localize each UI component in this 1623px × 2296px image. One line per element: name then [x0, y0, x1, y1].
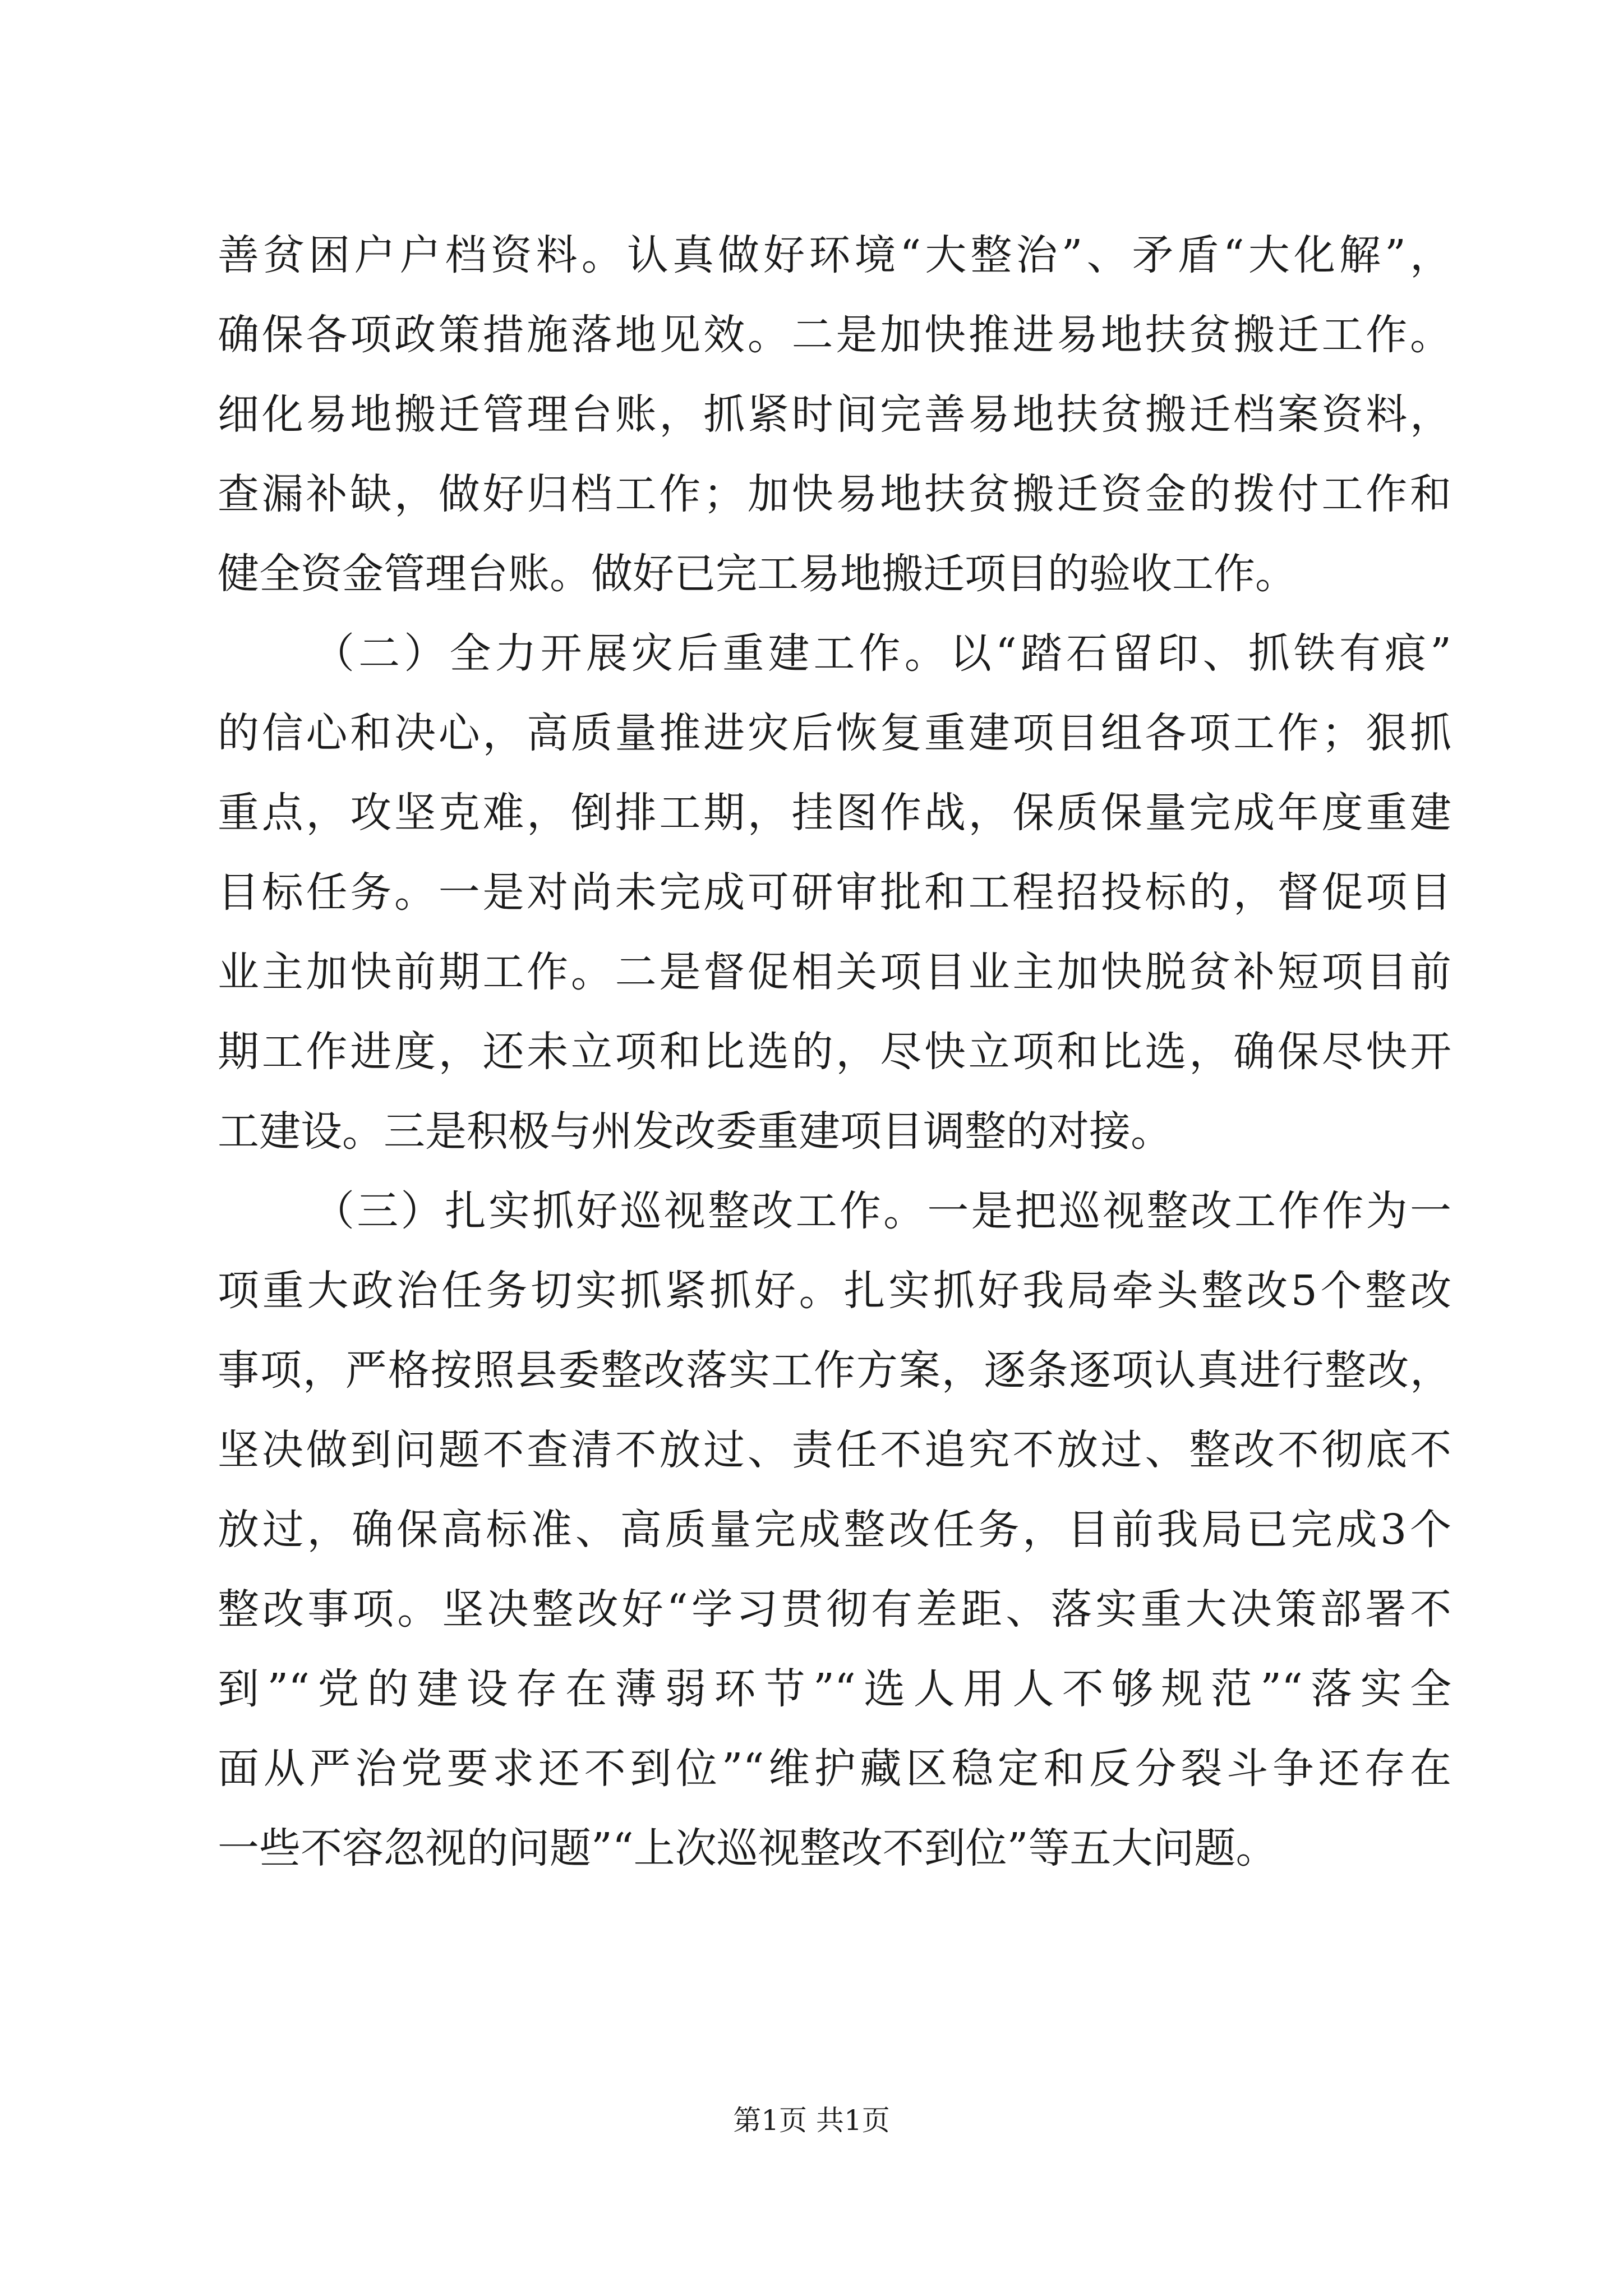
text-line: 一些不容忽视的问题”“上次巡视整改不到位”等五大问题。	[218, 1824, 1278, 1872]
text-line: 善贫困户户档资料。认真做好环境“大整治”、矛盾“大化解”，	[218, 231, 1451, 279]
text-line: 整改事项。坚决整改好“学习贯彻有差距、落实重大决策部署不	[218, 1585, 1451, 1634]
text-line: 工建设。三是积极与州发改委重建项目调整的对接。	[218, 1107, 1172, 1156]
body-text	[218, 215, 1451, 1888]
text-line: 期工作进度，还未立项和比选的，尽快立项和比选，确保尽快开	[218, 1028, 1451, 1076]
text-line: 放过，确保高标准、高质量完成整改任务，目前我局已完成3个	[218, 1506, 1451, 1554]
text-line: 项重大政治任务切实抓紧抓好。扎实抓好我局牵头整改5个整改	[218, 1267, 1451, 1315]
text-line: 确保各项政策措施落地见效。二是加快推进易地扶贫搬迁工作。	[218, 311, 1451, 359]
text-line: 业主加快前期工作。二是督促相关项目业主加快脱贫补短项目前	[218, 948, 1451, 996]
text-line: 的信心和决心，高质量推进灾后恢复重建项目组各项工作；狠抓	[218, 709, 1451, 757]
text-line: 事项，严格按照县委整改落实工作方案，逐条逐项认真进行整改，	[218, 1346, 1451, 1395]
text-line: （三）扎实抓好巡视整改工作。一是把巡视整改工作作为一	[313, 1187, 1451, 1235]
text-line: 细化易地搬迁管理台账，抓紧时间完善易地扶贫搬迁档案资料，	[218, 390, 1451, 439]
text-line: 健全资金管理台账。做好已完工易地搬迁项目的验收工作。	[218, 550, 1297, 598]
text-line: 查漏补缺，做好归档工作；加快易地扶贫搬迁资金的拨付工作和	[218, 470, 1451, 518]
page-number: 第1页 共1页	[733, 2104, 890, 2137]
text-line: 到”“党的建设存在薄弱环节”“选人用人不够规范”“落实全	[218, 1665, 1451, 1713]
text-line: 目标任务。一是对尚未完成可研审批和工程招投标的，督促项目	[218, 868, 1451, 917]
text-line: 面从严治党要求还不到位”“维护藏区稳定和反分裂斗争还存在	[218, 1745, 1451, 1793]
text-line: 重点，攻坚克难，倒排工期，挂图作战，保质保量完成年度重建	[218, 789, 1451, 837]
text-line: 坚决做到问题不查清不放过、责任不追究不放过、整改不彻底不	[218, 1426, 1451, 1474]
text-line: （二）全力开展灾后重建工作。以“踏石留印、抓铁有痕”	[313, 629, 1451, 678]
